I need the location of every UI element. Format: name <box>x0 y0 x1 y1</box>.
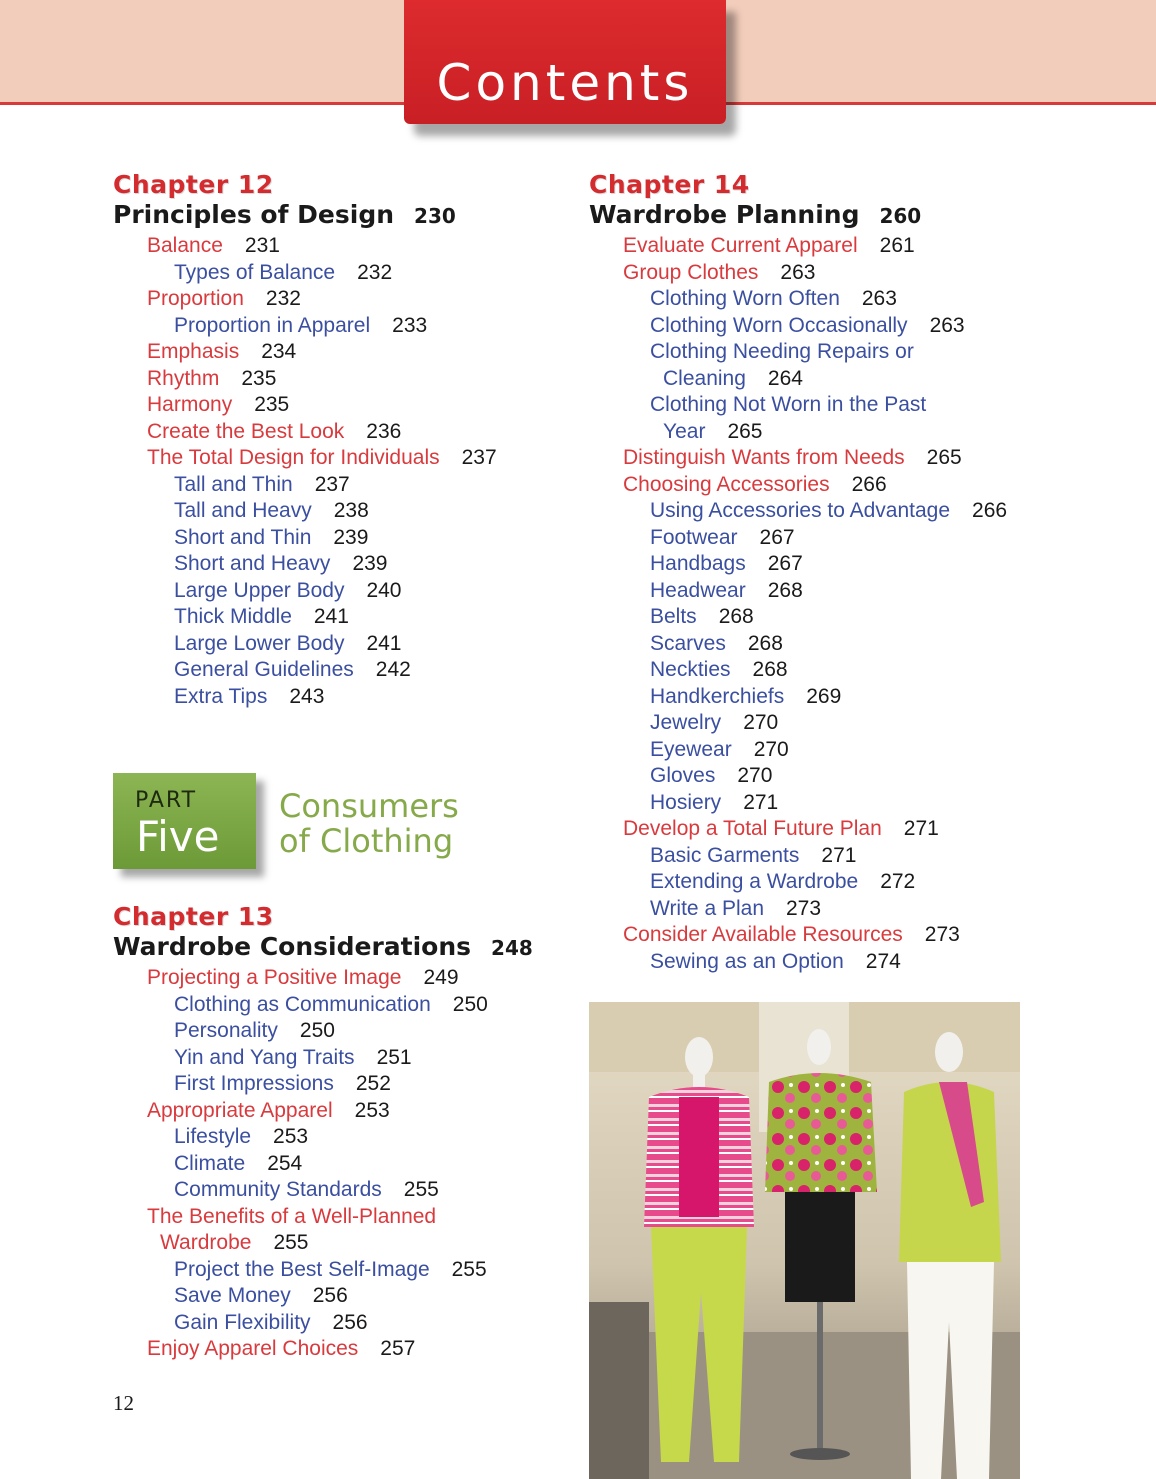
toc-entry-page: 237 <box>314 472 350 496</box>
toc-entry-label: Evaluate Current Apparel <box>623 234 858 257</box>
toc-entry-page: 253 <box>354 1098 390 1122</box>
toc-entry-label: Tall and Heavy <box>174 499 312 522</box>
toc-entry-page: 254 <box>267 1151 303 1175</box>
toc-entry <box>650 710 778 736</box>
toc-entry <box>650 631 783 657</box>
toc-entry-page: 274 <box>865 949 901 973</box>
toc-entry-label: Choosing Accessories <box>623 472 830 496</box>
chapter-12-title <box>113 200 456 229</box>
toc-entry <box>174 1045 412 1071</box>
toc-entry-label: Write a Plan <box>650 896 764 920</box>
toc-entry <box>147 286 301 312</box>
toc-entry <box>147 233 280 259</box>
toc-entry-label: Sewing as an Option <box>650 949 844 973</box>
page-number: 12 <box>113 1391 134 1415</box>
toc-entry-page: 242 <box>375 658 411 681</box>
chapter-12-title-text: Principles of Design <box>113 200 395 229</box>
toc-entry-page: 267 <box>767 552 803 575</box>
toc-entry-label: Eyewear <box>650 737 732 761</box>
toc-entry-page: 265 <box>926 446 962 469</box>
toc-entry-page: 237 <box>461 446 497 469</box>
toc-entry-label: Extending a Wardrobe <box>650 870 859 893</box>
toc-entry <box>147 1204 436 1230</box>
toc-entry-label: Consider Available Resources <box>623 923 903 946</box>
toc-entry <box>174 1257 487 1283</box>
toc-entry <box>650 392 926 418</box>
toc-entry-page: 263 <box>780 260 816 284</box>
toc-entry-label: The Total Design for Individuals <box>147 446 440 469</box>
toc-entry-label: Clothing Not Worn in the Past <box>650 393 927 416</box>
toc-entry-page: 240 <box>366 578 402 602</box>
toc-entry-page: 241 <box>366 631 402 655</box>
toc-entry <box>174 1283 348 1309</box>
toc-entry-label: Using Accessories to Advantage <box>650 499 951 522</box>
toc-entry <box>623 816 939 842</box>
toc-entry-page: 250 <box>299 1019 335 1042</box>
toc-entry-label: Short and Thin <box>174 525 312 549</box>
toc-entry-page: 266 <box>972 499 1008 522</box>
toc-entry <box>174 1018 335 1044</box>
toc-entry-label: Belts <box>650 605 697 628</box>
toc-entry-page: 255 <box>403 1178 439 1201</box>
toc-entry <box>174 1177 439 1203</box>
toc-entry-page: 266 <box>851 472 887 496</box>
toc-entry <box>623 445 962 471</box>
toc-entry-page: 263 <box>861 287 897 310</box>
toc-entry-page: 235 <box>241 366 277 390</box>
chapter-14-number: Chapter 14 <box>589 170 750 199</box>
toc-entry-page: 251 <box>376 1045 412 1069</box>
toc-entry <box>174 992 488 1018</box>
toc-entry-page: 239 <box>352 552 388 575</box>
toc-entry-page: 273 <box>924 923 960 946</box>
toc-entry-label: First Impressions <box>174 1072 334 1095</box>
toc-entry-page: 263 <box>929 313 965 337</box>
toc-entry-page: 271 <box>903 817 939 840</box>
toc-entry-page: 256 <box>332 1310 368 1334</box>
toc-entry <box>650 604 754 630</box>
toc-entry-page: 265 <box>727 419 763 443</box>
toc-entry <box>174 1124 308 1150</box>
toc-entry-page: 256 <box>312 1284 348 1307</box>
toc-entry-label: Proportion <box>147 287 244 310</box>
toc-entry <box>650 498 1007 524</box>
chapter-13-page: 248 <box>491 936 533 960</box>
toc-entry <box>174 551 387 577</box>
toc-entry-page: 268 <box>752 658 788 681</box>
toc-entry <box>174 313 427 339</box>
toc-entry-page: 253 <box>273 1125 309 1148</box>
toc-entry <box>650 657 788 683</box>
toc-entry-page: 268 <box>718 605 754 628</box>
toc-entry-label: Community Standards <box>174 1178 382 1201</box>
toc-entry-page: 255 <box>273 1231 309 1254</box>
toc-entry <box>650 313 965 339</box>
toc-entry <box>650 869 915 895</box>
toc-entry-page: 255 <box>451 1257 487 1281</box>
toc-entry-label: Appropriate Apparel <box>147 1098 333 1122</box>
toc-entry-page: 267 <box>759 525 795 549</box>
toc-entry <box>650 763 772 789</box>
toc-entry-page: 270 <box>743 711 779 734</box>
toc-entry-label: Jewelry <box>650 711 722 734</box>
toc-entry-label: The Benefits of a Well-Planned <box>147 1204 437 1228</box>
toc-entry-page: 271 <box>821 843 857 867</box>
toc-entry-label: Large Lower Body <box>174 631 345 655</box>
toc-entry <box>147 1098 390 1124</box>
toc-entry <box>650 684 841 710</box>
toc-entry-label: Clothing Worn Often <box>650 287 840 310</box>
toc-entry <box>147 339 296 365</box>
toc-entry <box>174 657 411 683</box>
mannequin-illustration <box>589 1002 1020 1479</box>
toc-entry-label: Gain Flexibility <box>174 1310 311 1334</box>
toc-entry-label: Create the Best Look <box>147 419 345 443</box>
toc-entry-label: Proportion in Apparel <box>174 313 371 337</box>
toc-entry-page: 232 <box>357 260 393 284</box>
toc-entry-page: 273 <box>786 896 822 920</box>
toc-entry-page: 236 <box>366 419 402 443</box>
toc-entry-label: Harmony <box>147 393 233 416</box>
page-title: Contents <box>436 54 694 112</box>
toc-entry-label: Distinguish Wants from Needs <box>623 446 905 469</box>
toc-entry-label: Clothing Needing Repairs or <box>650 340 914 363</box>
toc-entry-page: 234 <box>261 340 297 363</box>
toc-entry-label: Enjoy Apparel Choices <box>147 1337 359 1360</box>
chapter-13-title-text: Wardrobe Considerations <box>113 932 472 961</box>
toc-entry-page: 233 <box>392 313 428 337</box>
toc-entry-page: 270 <box>737 764 773 787</box>
chapter-12-number: Chapter 12 <box>113 170 274 199</box>
toc-entry <box>663 366 803 392</box>
toc-entry <box>174 578 402 604</box>
toc-entry-label: Year <box>663 419 706 443</box>
toc-entry-label: Lifestyle <box>174 1125 252 1148</box>
toc-entry-label: Project the Best Self-Image <box>174 1257 430 1281</box>
toc-entry <box>623 472 887 498</box>
toc-entry-label: Clothing as Communication <box>174 992 431 1016</box>
toc-entry-page: 231 <box>244 234 280 257</box>
toc-entry-page: 261 <box>879 234 915 257</box>
chapter-13-number: Chapter 13 <box>113 902 274 931</box>
toc-entry-label: Rhythm <box>147 366 220 390</box>
toc-entry-label: Personality <box>174 1019 278 1042</box>
toc-entry-page: 243 <box>289 684 325 708</box>
chapter-14-title <box>589 200 921 229</box>
toc-entry-label: Extra Tips <box>174 684 268 708</box>
toc-entry-label: Balance <box>147 234 223 257</box>
toc-entry-label: Footwear <box>650 525 738 549</box>
toc-entry <box>650 339 914 365</box>
toc-entry-label: Group Clothes <box>623 260 759 284</box>
toc-entry-label: Develop a Total Future Plan <box>623 817 882 840</box>
toc-entry <box>174 525 368 551</box>
toc-entry <box>650 551 803 577</box>
toc-entry-label: Clothing Worn Occasionally <box>650 313 908 337</box>
toc-entry-label: Thick Middle <box>174 605 292 628</box>
mannequin-photo <box>589 1002 1020 1479</box>
toc-entry-page: 250 <box>452 992 488 1016</box>
toc-entry <box>623 260 815 286</box>
toc-entry <box>650 737 789 763</box>
toc-entry-label: Handbags <box>650 552 746 575</box>
chapter-14-title-text: Wardrobe Planning <box>589 200 860 229</box>
toc-entry-label: Scarves <box>650 631 726 655</box>
toc-entry-label: Projecting a Positive Image <box>147 966 402 989</box>
toc-entry-page: 268 <box>767 578 803 602</box>
toc-entry <box>623 233 915 259</box>
toc-entry-page: 264 <box>767 366 803 390</box>
toc-entry-page: 257 <box>380 1337 416 1360</box>
toc-entry-page: 269 <box>806 684 842 708</box>
part-title-line1: Consumers <box>279 787 459 825</box>
part-word: PART <box>135 788 198 813</box>
toc-entry <box>650 790 778 816</box>
toc-entry-label: Wardrobe <box>160 1231 252 1254</box>
toc-entry-page: 232 <box>265 287 301 310</box>
toc-entry-label: Types of Balance <box>174 260 336 284</box>
toc-entry <box>650 949 901 975</box>
toc-entry-label: Hosiery <box>650 790 722 814</box>
toc-entry <box>147 1336 415 1362</box>
toc-entry-label: Climate <box>174 1151 246 1175</box>
toc-entry-label: Gloves <box>650 764 716 787</box>
toc-entry-page: 270 <box>753 737 789 761</box>
toc-entry <box>174 604 349 630</box>
toc-entry-label: Yin and Yang Traits <box>174 1045 355 1069</box>
toc-entry <box>174 1310 368 1336</box>
toc-entry <box>174 1151 302 1177</box>
toc-entry-label: Large Upper Body <box>174 578 345 602</box>
toc-entry-page: 241 <box>313 605 349 628</box>
toc-entry-page: 271 <box>743 790 779 814</box>
toc-entry <box>174 1071 391 1097</box>
toc-entry-label: Tall and Thin <box>174 472 293 496</box>
toc-entry <box>174 684 324 710</box>
chapter-13-title <box>113 932 533 961</box>
toc-entry-label: Neckties <box>650 658 731 681</box>
toc-entry <box>147 392 289 418</box>
toc-entry <box>650 578 803 604</box>
toc-entry <box>650 896 821 922</box>
part-title-line2: of Clothing <box>279 822 454 860</box>
toc-entry-page: 272 <box>880 870 916 893</box>
toc-entry-label: General Guidelines <box>174 658 354 681</box>
toc-entry <box>174 631 402 657</box>
chapter-14-page: 260 <box>879 204 922 228</box>
toc-entry <box>147 419 401 445</box>
toc-entry-label: Cleaning <box>663 366 746 390</box>
toc-entry-page: 235 <box>254 393 290 416</box>
toc-entry <box>623 922 960 948</box>
toc-entry <box>147 366 276 392</box>
toc-entry-label: Handkerchiefs <box>650 684 785 708</box>
toc-entry-label: Headwear <box>650 578 746 602</box>
toc-entry-page: 252 <box>355 1072 391 1095</box>
toc-entry-page: 268 <box>747 631 783 655</box>
toc-entry <box>147 445 497 471</box>
toc-entry-label: Short and Heavy <box>174 552 331 575</box>
toc-entry-label: Save Money <box>174 1284 291 1307</box>
toc-entry <box>174 472 350 498</box>
toc-entry <box>663 419 762 445</box>
toc-entry <box>174 260 392 286</box>
toc-entry-page: 239 <box>333 525 369 549</box>
toc-entry <box>650 286 897 312</box>
toc-entry <box>174 498 369 524</box>
toc-entry-page: 249 <box>423 966 459 989</box>
chapter-12-page: 230 <box>414 204 456 228</box>
toc-entry-page: 238 <box>333 499 369 522</box>
toc-entry <box>147 965 459 991</box>
toc-entry-label: Basic Garments <box>650 843 800 867</box>
toc-entry <box>650 525 795 551</box>
part-number: Five <box>136 812 220 861</box>
toc-entry <box>650 843 856 869</box>
toc-entry-label: Emphasis <box>147 340 240 363</box>
toc-entry <box>160 1230 308 1256</box>
